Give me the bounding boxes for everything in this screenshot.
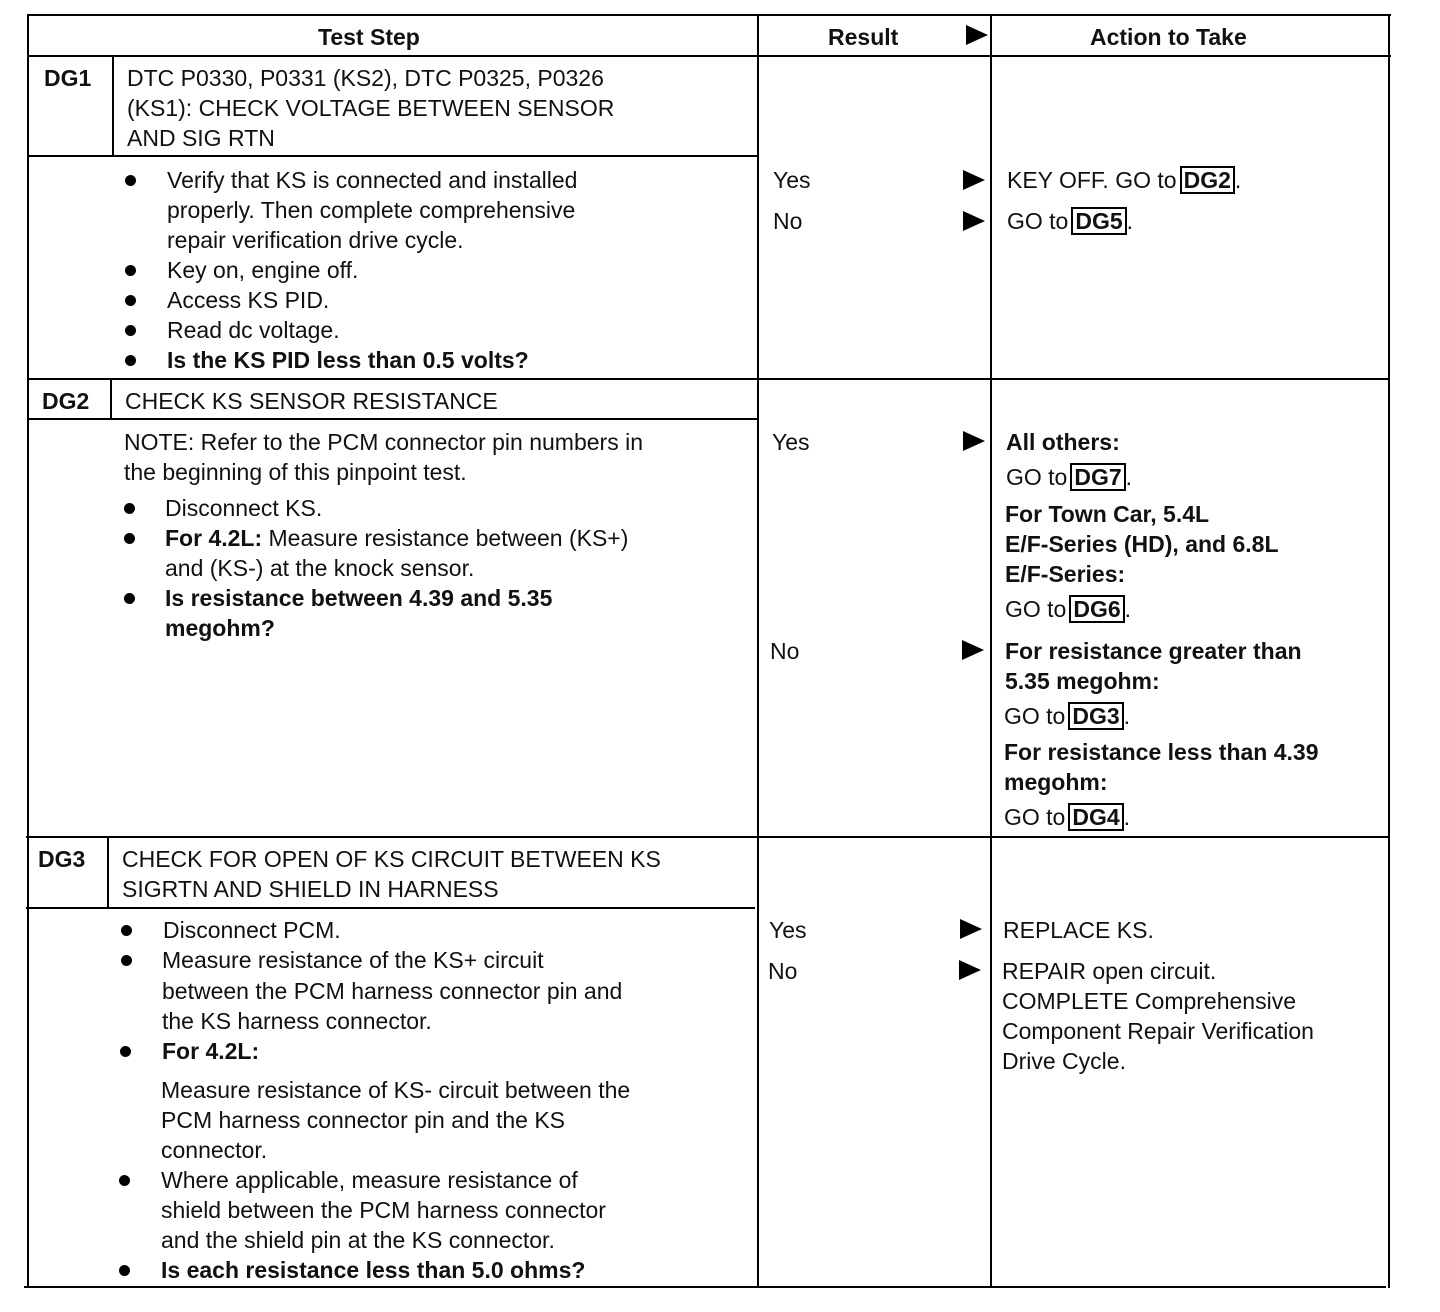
dg3-result-yes: Yes [769, 917, 807, 943]
dg1-title-underline [29, 155, 758, 157]
dg2-action-heading: For resistance greater than [1005, 638, 1302, 664]
goto-text: GO to [1004, 804, 1066, 830]
header-bottom-border [29, 55, 1391, 57]
dg2-action-heading: 5.35 megohm: [1005, 668, 1160, 694]
dg3-bullet-text: and the shield pin at the KS connector. [161, 1227, 555, 1253]
goto-text: GO to [1005, 596, 1067, 622]
dg1-bullet-question: Is the KS PID less than 0.5 volts? [167, 347, 529, 373]
period: . [1126, 208, 1134, 234]
bullet-icon [125, 265, 136, 276]
dg1-title-line: AND SIG RTN [127, 125, 275, 151]
action-column-divider [990, 14, 992, 1288]
dg2-bullet-text: and (KS-) at the knock sensor. [165, 555, 475, 581]
dg3-action-yes: REPLACE KS. [1003, 917, 1154, 943]
bullet-icon [121, 925, 132, 936]
dg1-id-divider [112, 55, 114, 156]
goto-text: GO to [1004, 703, 1066, 729]
dg3-title-line: SIGRTN AND SHIELD IN HARNESS [122, 876, 499, 902]
dg1-action-yes-text: KEY OFF. GO to [1007, 167, 1177, 193]
result-column-divider [757, 14, 759, 1288]
goto-dg7-link[interactable]: DG7 [1070, 463, 1125, 491]
dg1-bullet-text: Access KS PID. [167, 287, 330, 313]
dg1-action-no-text: GO to [1007, 208, 1069, 234]
arrow-icon [962, 640, 984, 660]
dg2-result-no: No [770, 638, 800, 664]
dg1-action-no [1007, 206, 1133, 236]
table-top-border [29, 14, 1391, 16]
arrow-icon [963, 211, 985, 231]
header-test-step: Test Step [318, 24, 420, 50]
table-bottom-border [24, 1286, 1386, 1288]
dg3-action-no-line: Component Repair Verification [1002, 1018, 1314, 1044]
bullet-icon [119, 1265, 130, 1276]
dg2-action-goto [1004, 802, 1130, 832]
goto-dg4-link[interactable]: DG4 [1068, 803, 1123, 831]
dg2-step-id: DG2 [42, 388, 90, 414]
dg3-bullet-text: Disconnect PCM. [163, 917, 341, 943]
arrow-icon [963, 170, 985, 190]
dg2-action-heading: E/F-Series: [1005, 561, 1126, 587]
dg1-action-yes [1007, 165, 1241, 195]
bullet-icon [125, 295, 136, 306]
period: . [1124, 596, 1132, 622]
period: . [1123, 804, 1131, 830]
dg3-bullet-text: Where applicable, measure resistance of [161, 1167, 578, 1193]
dg2-action-heading: All others: [1006, 429, 1120, 455]
dg1-bullet-text: properly. Then complete comprehensive [167, 197, 576, 223]
dg1-bullet-text: Key on, engine off. [167, 257, 359, 283]
dg2-result-yes: Yes [772, 429, 810, 455]
period: . [1125, 464, 1133, 490]
dg3-bullet-question: Is each resistance less than 5.0 ohms? [161, 1257, 586, 1283]
dg3-bullet-text: between the PCM harness connector pin and [162, 978, 623, 1004]
dg2-bullet-text [165, 523, 628, 553]
table-right-border [1388, 14, 1390, 1288]
header-arrow-icon [966, 25, 988, 45]
dg3-id-divider [107, 836, 109, 908]
dg3-action-no-line: COMPLETE Comprehensive [1002, 988, 1296, 1014]
dg1-bullet-text: Verify that KS is connected and installed [167, 167, 578, 193]
bullet-icon [121, 955, 132, 966]
bullet-icon [125, 355, 136, 366]
dg3-title-line: CHECK FOR OPEN OF KS CIRCUIT BETWEEN KS [122, 846, 661, 872]
header-action: Action to Take [1090, 24, 1247, 50]
header-result: Result [828, 24, 899, 50]
arrow-icon [960, 919, 982, 939]
arrow-icon [959, 960, 981, 980]
dg2-bottom-border [26, 836, 1388, 838]
dg3-step-id: DG3 [38, 846, 86, 872]
dg1-step-id: DG1 [44, 65, 92, 91]
dg2-action-heading: E/F-Series (HD), and 6.8L [1005, 531, 1279, 557]
dg1-bottom-border [28, 378, 1390, 380]
period: . [1123, 703, 1131, 729]
dg2-bullet-question: megohm? [165, 615, 275, 641]
bullet-icon [125, 325, 136, 336]
dg2-bullet-bold-prefix: For 4.2L: [165, 525, 263, 551]
dg1-bullet-text: repair verification drive cycle. [167, 227, 464, 253]
dg2-action-heading: megohm: [1004, 769, 1108, 795]
dg1-result-yes: Yes [773, 167, 811, 193]
dg2-action-heading: For resistance less than 4.39 [1004, 739, 1319, 765]
dg3-bullet-text: shield between the PCM harness connector [161, 1197, 606, 1223]
dg3-title-underline [26, 907, 755, 909]
bullet-icon [124, 533, 135, 544]
dg2-title-line: CHECK KS SENSOR RESISTANCE [125, 388, 498, 414]
dg3-bullet-text: Measure resistance of the KS+ circuit [162, 947, 544, 973]
dg3-sub-paragraph: PCM harness connector pin and the KS [161, 1107, 566, 1133]
dg2-action-goto [1004, 701, 1130, 731]
goto-dg6-link[interactable]: DG6 [1069, 595, 1124, 623]
dg2-note-line: the beginning of this pinpoint test. [124, 459, 467, 485]
period: . [1234, 167, 1242, 193]
bullet-icon [119, 1175, 130, 1186]
bullet-icon [125, 175, 136, 186]
dg1-result-no: No [773, 208, 803, 234]
arrow-icon [963, 431, 985, 451]
dg1-title-line: DTC P0330, P0331 (KS2), DTC P0325, P0326 [127, 65, 604, 91]
dg2-action-goto [1005, 594, 1131, 624]
goto-dg3-link[interactable]: DG3 [1068, 702, 1123, 730]
dg2-bullet-question: Is resistance between 4.39 and 5.35 [165, 585, 553, 611]
goto-dg5-link[interactable]: DG5 [1071, 207, 1126, 235]
dg2-bullet-body: Measure resistance between (KS+) [268, 525, 629, 551]
dg2-action-goto [1006, 462, 1132, 492]
bullet-icon [124, 593, 135, 604]
dg3-action-no-line: Drive Cycle. [1002, 1048, 1126, 1074]
dg1-title-line: (KS1): CHECK VOLTAGE BETWEEN SENSOR [127, 95, 615, 121]
dg2-id-divider [110, 378, 112, 419]
dg3-action-no-line: REPAIR open circuit. [1002, 958, 1217, 984]
goto-text: GO to [1006, 464, 1068, 490]
dg3-bullet-bold: For 4.2L: [162, 1038, 260, 1064]
dg2-bullet-text: Disconnect KS. [165, 495, 323, 521]
dg2-note-line: NOTE: Refer to the PCM connector pin numbers in [124, 429, 643, 455]
bullet-icon [120, 1046, 131, 1057]
dg2-action-heading: For Town Car, 5.4L [1005, 501, 1210, 527]
dg1-bullet-text: Read dc voltage. [167, 317, 340, 343]
dg3-sub-paragraph: connector. [161, 1137, 268, 1163]
table-left-border [27, 14, 29, 1288]
dg2-title-underline [28, 418, 757, 420]
dg3-result-no: No [768, 958, 798, 984]
goto-dg2-link[interactable]: DG2 [1180, 166, 1235, 194]
dg3-bullet-text: the KS harness connector. [162, 1008, 432, 1034]
dg3-sub-paragraph: Measure resistance of KS- circuit between the [161, 1077, 631, 1103]
bullet-icon [124, 503, 135, 514]
